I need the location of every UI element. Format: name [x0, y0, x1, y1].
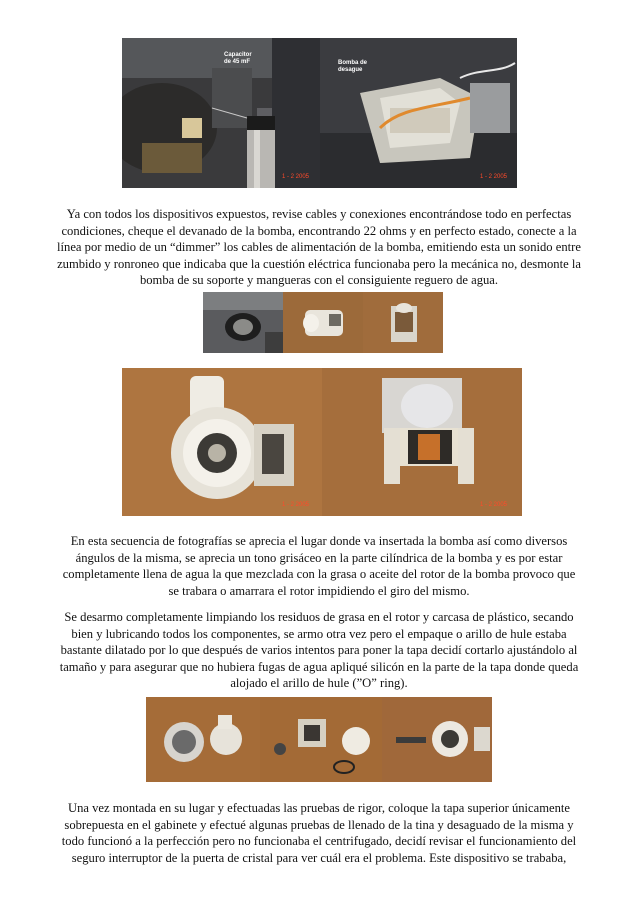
capacitor-photo-image — [122, 38, 320, 188]
parts-laid-out-photo-image — [260, 697, 382, 782]
photo-pump-socket — [203, 292, 283, 353]
paragraph-1: Ya con todos los dispositivos expuestos, revise cables y conexiones encontrándose todo en perfectas condiciones, cheque el devanado de la bomba, encontrando 22 ohms y en perfecto estado, conecte a la línea por medio de un “dimmer” los cables de alimentación de la bomba, emitiendo esta un sonido entre zumbido y ronroneo que indicaba que la cuestión eléctrica funcionaba pero la mecánica no, desmonte la bomba de su soporte y mangueras con el consiguiente reguero de agua. — [57, 207, 581, 288]
photo-date-stamp: 1 - 2 2005 — [282, 502, 310, 508]
pump-label-line1: Bomba de — [338, 60, 368, 66]
photo-capacitor — [122, 38, 320, 188]
pump-label-line2: desague — [338, 67, 363, 73]
rotor-shaft-photo-image — [382, 697, 492, 782]
paragraph-4: Una vez montada en su lugar y efectuadas las pruebas de rigor, coloque la tapa superior únicamente sobrepuesta en el gabinete y efectué algunas pruebas de llenado de la tina y desaguado de la misma y todo funcionó a la perfección pero no funcionaba el centrifugado, decidí revisar el funcionamiento del seguro interruptor de la puerta de cristal para ver cuál era el problema. Este dispositivo se trababa, — [61, 801, 577, 865]
photo-date-stamp: 1 - 2 2005 — [480, 502, 508, 508]
photo-rotor-shaft — [382, 697, 492, 782]
capacitor-label-line2: de 45 mF — [224, 59, 251, 65]
rotor-disassembled-photo-image — [146, 697, 260, 782]
pump-motor-photo-image — [363, 292, 443, 353]
photo-pump-motor — [363, 292, 443, 353]
pump-front-photo-image — [122, 368, 322, 516]
photo-drain-pump-installed — [320, 38, 517, 188]
photo-date-stamp: 1 - 2 2005 — [282, 174, 310, 180]
pump-socket-photo-image — [203, 292, 283, 353]
photo-date-stamp: 1 - 2 2005 — [480, 174, 508, 180]
photo-parts-laid-out — [260, 697, 382, 782]
pump-motor-closeup-photo-image — [322, 368, 522, 516]
photo-pump-side — [283, 292, 363, 353]
photo-rotor-disassembled — [146, 697, 260, 782]
paragraph-2: En esta secuencia de fotografías se aprecia el lugar donde va insertada la bomba así como diversos ángulos de la misma, se aprecia un tono grisáceo en la parte cilíndrica de la bomba y es por estar completamente llena de agua la que mezclada con la grasa o aceite del rotor de la bomba provoco que se trabara o amarrara el rotor impidiendo el giro del mismo. — [62, 534, 576, 598]
photo-pump-front — [122, 368, 322, 516]
paragraph-3: Se desarmo completamente limpiando los residuos de grasa en el rotor y carcasa de plástico, secando bien y lubricando todos los componentes, se armo otra vez pero el empaque o arillo de hule estaba bastante dilatado por lo que después de varios intentos para poner la tapa decidí cortarlo ajustándolo al tamaño y para asegurar que no hubiera fugas de agua apliqué silicón en la parte de la tapa donde queda alojado el arillo de hule (”O” ring). — [59, 610, 579, 691]
photo-pump-motor-closeup — [322, 368, 522, 516]
pump-side-photo-image — [283, 292, 363, 353]
capacitor-label-line1: Capacitor — [224, 52, 252, 58]
